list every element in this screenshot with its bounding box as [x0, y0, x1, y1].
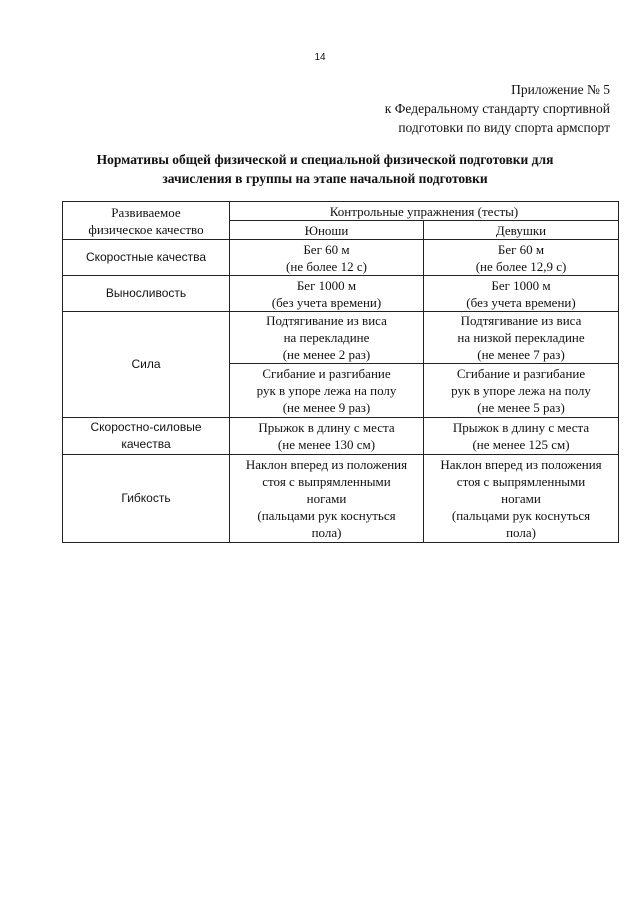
quality-cell: [63, 418, 230, 455]
cell-line: (не менее 5 раз): [477, 400, 565, 415]
cell-line: Скоростно-силовые: [90, 420, 202, 434]
boys-cell: [230, 364, 424, 418]
header-tests: Контрольные упражнения (тесты): [230, 202, 619, 221]
title-line: зачисления в группы на этапе начальной подготовки: [162, 171, 488, 186]
cell-line: ногами: [306, 491, 347, 506]
quality-cell: Сила: [63, 312, 230, 418]
cell-line: Бег 1000 м: [296, 277, 357, 293]
annex-reference: [385, 80, 610, 137]
cell-line: стоя с выпрямленными: [262, 474, 391, 489]
girls-cell: [424, 240, 619, 276]
cell-line: Наклон вперед из положения: [245, 457, 408, 472]
boys-cell: [230, 276, 424, 312]
standards-table: [62, 201, 619, 543]
girls-cell: [424, 455, 619, 543]
girls-cell: [424, 276, 619, 312]
table-row: [63, 312, 619, 364]
table-row: [63, 455, 619, 543]
table-row: [63, 418, 619, 455]
cell-line: Подтягивание из виса: [266, 313, 387, 328]
header-quality-line: физическое качество: [88, 221, 204, 237]
cell-line: Сгибание и разгибание: [262, 366, 391, 381]
cell-line: (без учета времени): [466, 294, 576, 310]
cell-line: (не менее 9 раз): [282, 400, 371, 415]
cell-line: рук в упоре лежа на полу: [256, 383, 397, 398]
cell-line: пола): [311, 525, 342, 540]
header-quality-line: Развиваемое: [111, 204, 181, 220]
girls-cell: [424, 312, 619, 364]
annex-line: Приложение № 5: [511, 82, 610, 97]
cell-line: Подтягивание из виса: [460, 313, 582, 328]
table-row: [63, 276, 619, 312]
cell-line: (не менее 130 см): [277, 437, 376, 452]
cell-line: на перекладине: [283, 330, 370, 345]
table-header-row: [63, 202, 619, 221]
cell-line: качества: [121, 437, 171, 451]
quality-cell: Выносливость: [63, 276, 230, 312]
cell-line: Сгибание и разгибание: [456, 366, 586, 381]
cell-line: на низкой перекладине: [457, 330, 585, 345]
cell-line: (не более 12 с): [286, 258, 367, 274]
cell-line: Бег 60 м: [303, 241, 350, 257]
cell-line: Наклон вперед из положения: [440, 457, 602, 472]
cell-line: Бег 60 м: [497, 241, 545, 257]
cell-line: (не менее 2 раз): [282, 347, 371, 362]
cell-line: стоя с выпрямленными: [456, 474, 586, 489]
girls-cell: [424, 364, 619, 418]
cell-line: (пальцами рук коснуться: [451, 508, 591, 523]
boys-cell: [230, 240, 424, 276]
cell-line: ногами: [501, 491, 541, 506]
cell-line: Бег 1000 м: [491, 277, 551, 293]
cell-line: (не менее 125 см): [472, 437, 570, 452]
cell-line: (пальцами рук коснуться: [257, 508, 396, 523]
table-row: [63, 240, 619, 276]
cell-line: пола): [506, 525, 536, 540]
title-line: Нормативы общей физической и специальной физической подготовки для: [96, 152, 554, 167]
cell-line: рук в упоре лежа на полу: [451, 383, 591, 398]
annex-line: к Федеральному стандарту спортивной: [384, 101, 610, 116]
boys-cell: [230, 418, 424, 455]
document-title: [40, 150, 610, 188]
cell-line: Прыжок в длину с места: [258, 420, 395, 435]
annex-line: подготовки по виду спорта армспорт: [398, 120, 610, 135]
cell-line: (не менее 7 раз): [477, 347, 565, 362]
quality-cell: Скоростные качества: [63, 240, 230, 276]
page-number: 14: [314, 52, 326, 63]
boys-cell: [230, 312, 424, 364]
cell-line: Прыжок в длину с места: [452, 420, 590, 435]
header-girls: Девушки: [424, 221, 619, 240]
boys-cell: [230, 455, 424, 543]
girls-cell: [424, 418, 619, 455]
header-quality: [63, 202, 230, 240]
header-boys: Юноши: [230, 221, 424, 240]
quality-cell: Гибкость: [63, 455, 230, 543]
cell-line: (не более 12,9 с): [475, 258, 567, 274]
cell-line: (без учета времени): [271, 294, 382, 310]
